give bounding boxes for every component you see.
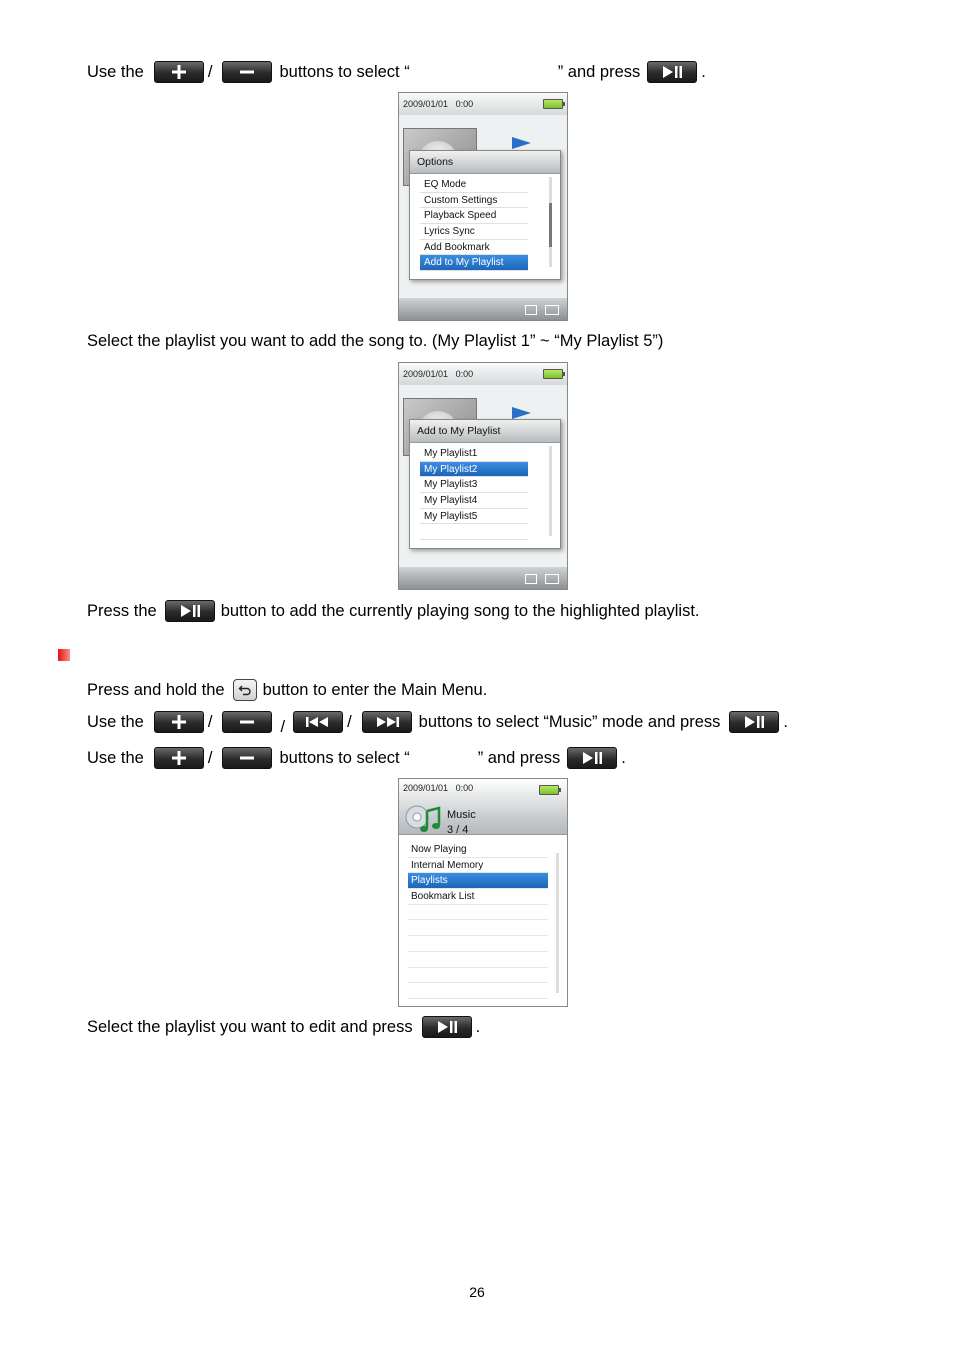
previous-track-button [293,711,343,733]
bottom-bar [399,567,567,589]
menu-item-playlists[interactable]: Playlists [408,873,548,889]
playlist-item-4[interactable]: My Playlist4 [420,493,528,509]
text: / [207,62,213,81]
music-note-icon [405,805,441,833]
options-list [410,174,560,271]
text: ” and press [557,62,641,81]
play-pause-button [567,747,617,769]
text: / [207,748,213,767]
text: . [701,62,706,81]
playlist-item-5[interactable]: My Playlist5 [420,509,528,525]
text: button to enter the Main Menu. [262,680,488,699]
device-screen-options [398,92,568,321]
options-popup [409,150,561,280]
menu-item-bookmark-list[interactable]: Bookmark List [408,889,548,905]
play-pause-button [647,61,697,83]
minus-button [222,61,272,83]
list-item-empty [408,968,548,984]
menu-item-custom-settings[interactable]: Custom Settings [420,193,528,209]
next-track-icon [374,716,400,728]
play-pause-icon [436,1020,458,1034]
date-time [403,369,473,379]
minus-button [222,711,272,733]
back-button [233,679,257,701]
popup-title: Add to My Playlist [410,420,560,443]
menu-item-internal-memory[interactable]: Internal Memory [408,858,548,874]
menu-item-eq-mode[interactable]: EQ Mode [420,177,528,193]
date: 2009/01/01 [403,369,449,379]
text: . [475,1017,481,1036]
battery-icon [539,785,559,795]
playlist-item-empty [420,524,528,540]
music-header [399,779,567,835]
menu-item-add-to-my-playlist[interactable]: Add to My Playlist [420,255,528,271]
text: buttons to select “ [279,62,410,81]
plus-button [154,747,204,769]
battery-icon [543,99,563,109]
section-bullet-icon [58,649,70,661]
instruction-line-4 [87,677,487,703]
minus-icon [239,714,255,730]
menu-item-playback-speed[interactable]: Playback Speed [420,208,528,224]
text: Use the [87,748,144,767]
play-pause-icon [743,715,765,729]
play-pause-button [422,1016,472,1038]
music-count: 3 / 4 [447,824,469,836]
playlist-item-2[interactable]: My Playlist2 [420,462,528,478]
scroll-thumb[interactable] [549,203,552,247]
eq-icon [545,305,559,315]
play-pause-button [165,600,215,622]
instruction-line-3 [87,598,700,624]
play-pause-icon [581,751,603,765]
text: . [783,712,788,731]
bottom-bar [399,298,567,320]
text: . [621,748,626,767]
repeat-icon [525,574,537,584]
minus-button [222,747,272,769]
time: 0:00 [455,783,474,793]
instruction-line-7 [87,1014,480,1040]
menu-item-now-playing[interactable]: Now Playing [408,842,548,858]
plus-icon [171,64,187,80]
scrollbar[interactable] [556,853,559,993]
list-item-empty [408,920,548,936]
instruction-line-6 [87,745,626,771]
device-screen-add-to-playlist [398,362,568,590]
music-title: Music [447,809,476,821]
play-arrow-icon [512,137,531,149]
list-item-empty [408,983,548,999]
list-item-empty [408,905,548,921]
instruction-line-1 [87,59,706,85]
list-item-empty [408,936,548,952]
eq-icon [545,574,559,584]
playlist-item-1[interactable]: My Playlist1 [420,446,528,462]
page-number: 26 [469,1284,485,1300]
popup-title: Options [410,151,560,174]
minus-icon [239,750,255,766]
scrollbar[interactable] [549,446,552,536]
back-icon [238,683,252,697]
text: Press and hold the [87,680,225,699]
play-pause-icon [179,604,201,618]
next-track-button [362,711,412,733]
playlist-item-3[interactable]: My Playlist3 [420,477,528,493]
status-bar [399,93,567,115]
date-time [403,783,473,793]
text: Use the [87,712,144,731]
previous-track-icon [305,716,331,728]
instruction-line-5 [87,709,788,735]
list-item-empty [408,952,548,968]
time: 0:00 [455,99,474,109]
playlist-list [410,443,560,540]
date: 2009/01/01 [403,783,449,793]
text: Select the playlist you want to edit and press [87,1017,413,1036]
text: / [280,717,286,736]
text: / [347,712,352,731]
text: ” and press [477,748,561,767]
device-screen-music-menu [398,778,568,1007]
text: Select the playlist you want to add the song to. (My Playlist 1” ~ “My Playlist 5”) [87,331,664,350]
music-menu-list [399,835,567,999]
battery-icon [543,369,563,379]
plus-icon [171,714,187,730]
text: Press the [87,601,157,620]
menu-item-add-bookmark[interactable]: Add Bookmark [420,240,528,256]
play-pause-icon [661,65,683,79]
plus-icon [171,750,187,766]
plus-button [154,711,204,733]
instruction-line-2 [87,328,663,354]
play-arrow-icon [512,407,531,419]
menu-item-lyrics-sync[interactable]: Lyrics Sync [420,224,528,240]
playlist-popup [409,419,561,549]
date-time [403,99,473,109]
text: Use the [87,62,144,81]
minus-icon [239,64,255,80]
text: / [207,712,213,731]
repeat-icon [525,305,537,315]
text: buttons to select “ [279,748,410,767]
status-bar [399,363,567,385]
plus-button [154,61,204,83]
text: buttons to select “Music” mode and press [418,712,721,731]
play-pause-button [729,711,779,733]
date: 2009/01/01 [403,99,449,109]
text: button to add the currently playing song to the highlighted playlist. [220,601,700,620]
time: 0:00 [455,369,474,379]
